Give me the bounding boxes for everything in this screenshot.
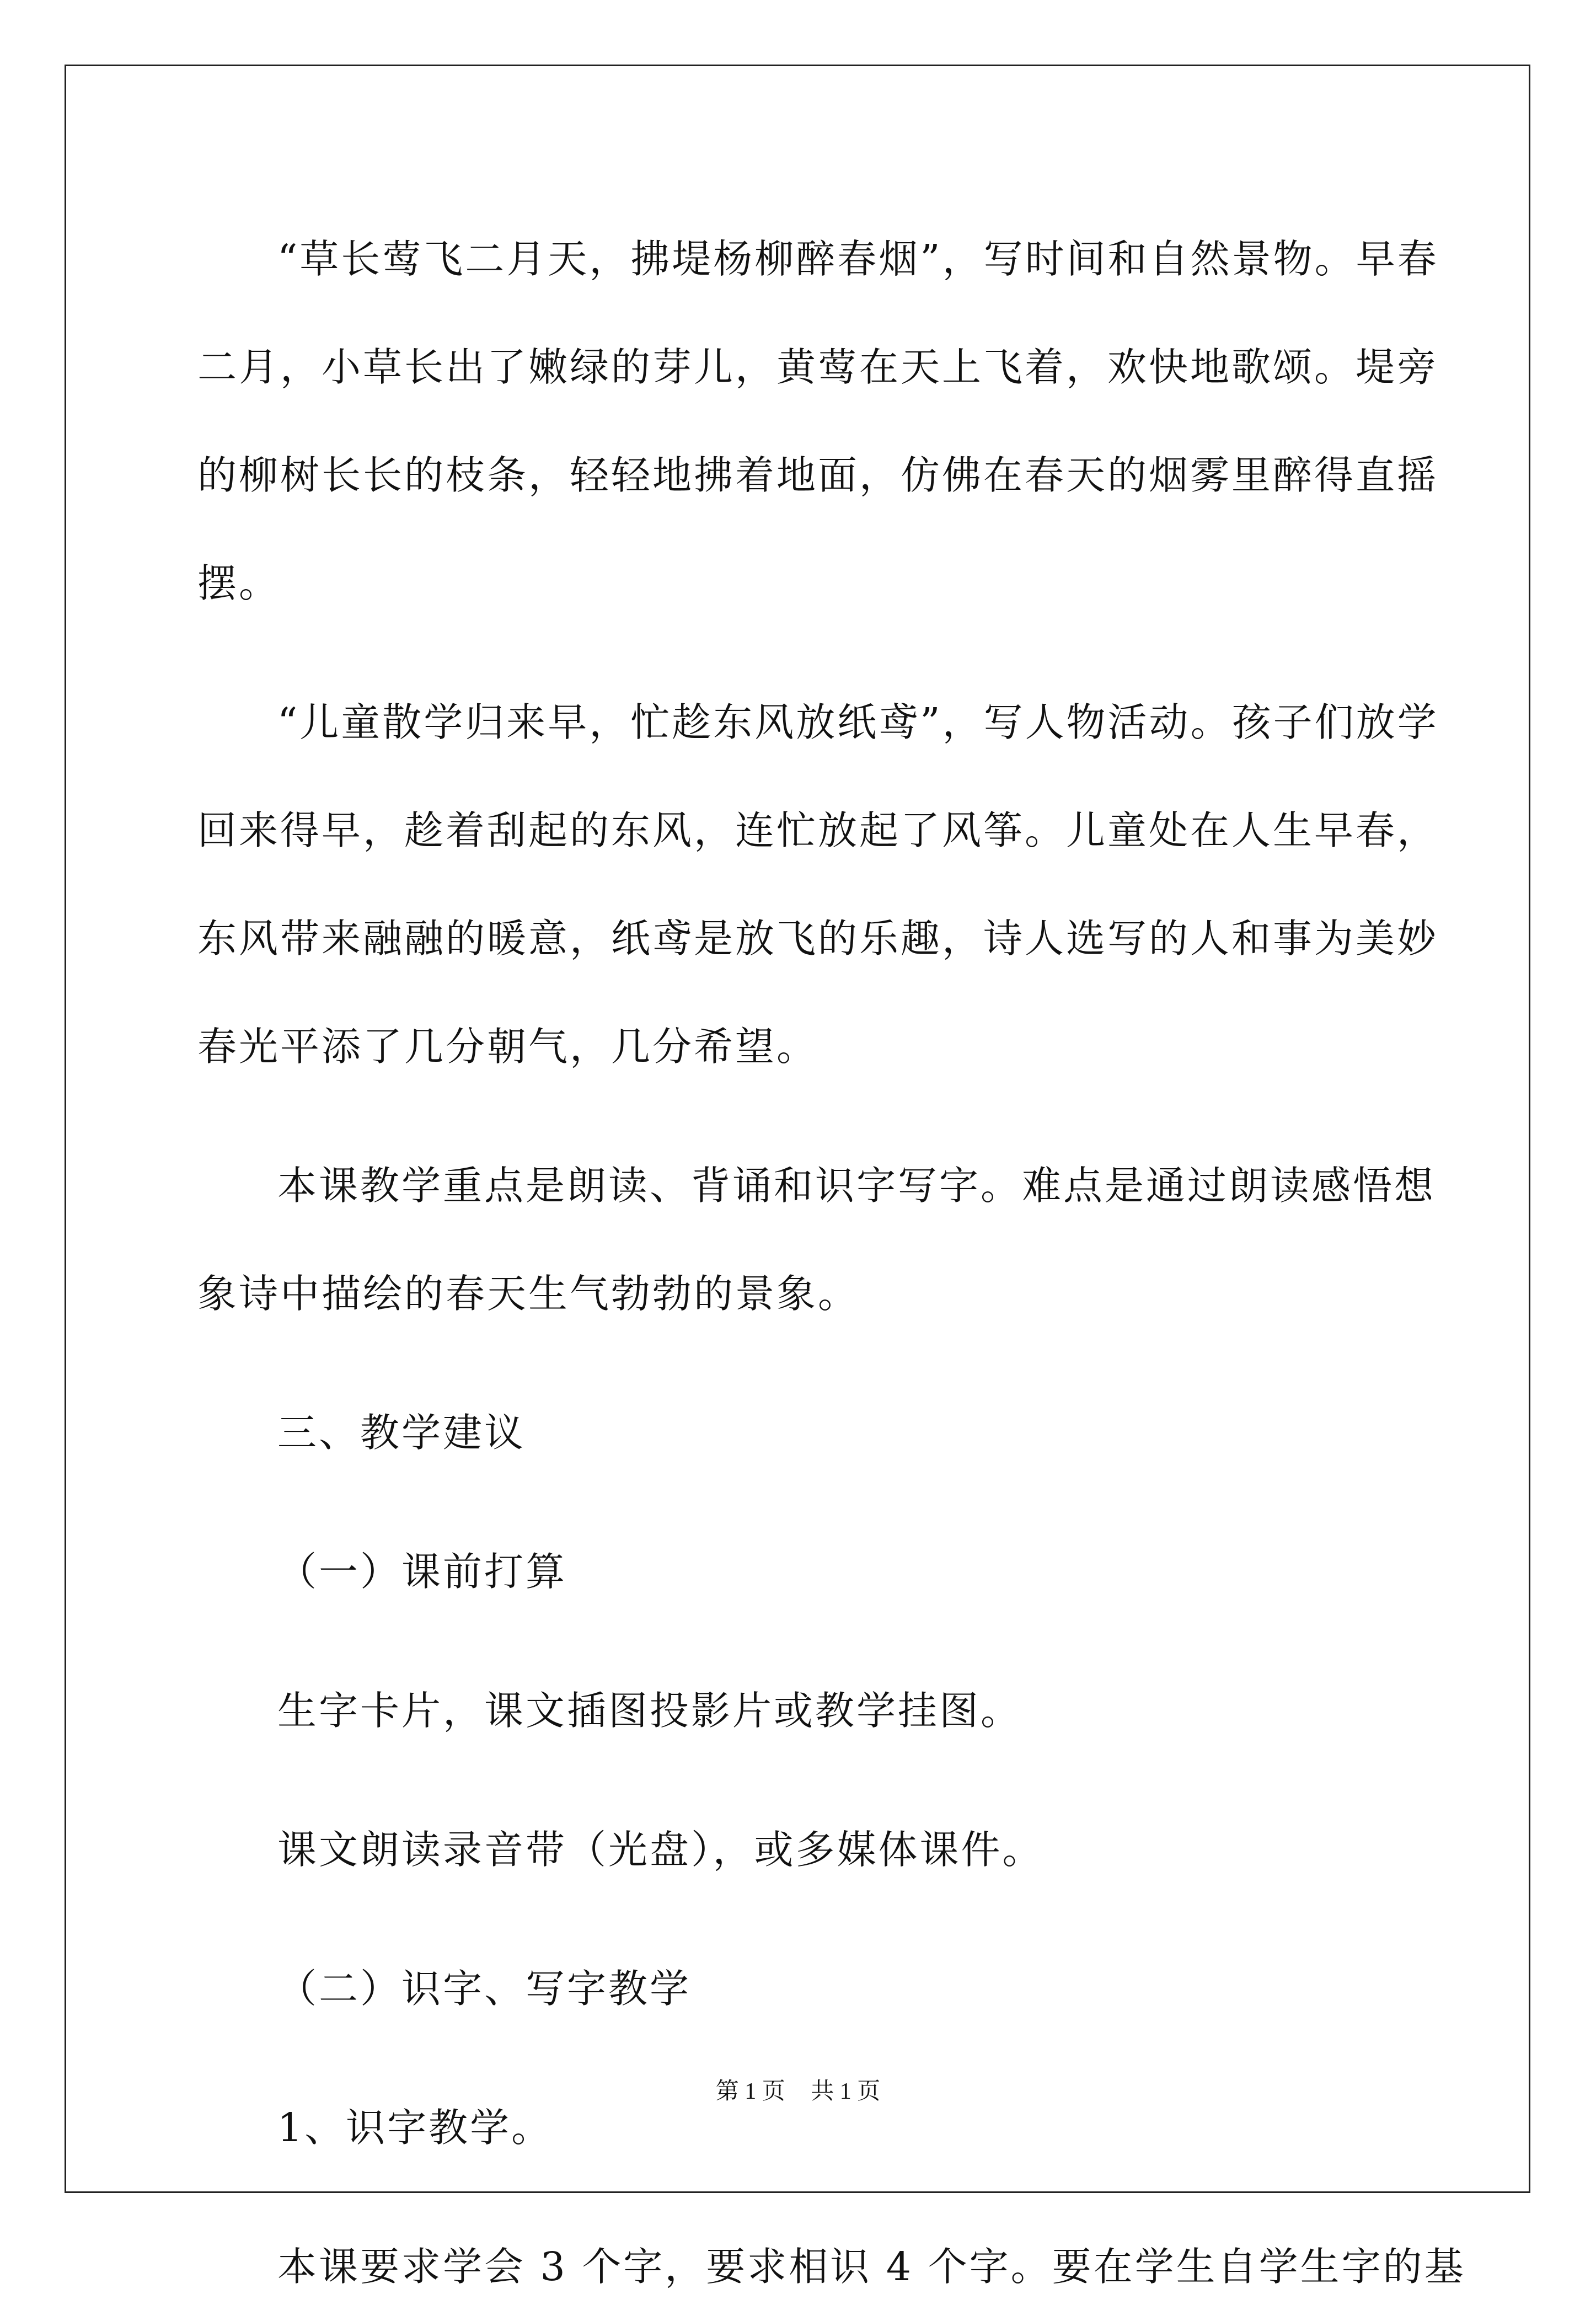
paragraph-line: 回来得早，趁着刮起的东风，连忙放起了风筝。儿童处在人生早春，	[197, 807, 1439, 853]
paragraph-line: “草长莺飞二月天，拂堤杨柳醉春烟”，写时间和自然景物。早春	[277, 236, 1439, 282]
page-footer	[0, 2075, 1596, 2108]
paragraph-line: 春光平添了几分朝气，几分希望。	[197, 1024, 818, 1069]
page-total: 共 1 页	[811, 2079, 881, 2104]
paragraph-3	[197, 1132, 1436, 1348]
list-item-heading: 1、识字教学。	[277, 2105, 553, 2151]
paragraph-line: 生字卡片，课文插图投影片或教学挂图。	[277, 1688, 1022, 1734]
paragraph-2	[197, 669, 1439, 1101]
page-number: 第 1 页	[715, 2079, 785, 2104]
subsection-heading: （一）课前打算	[277, 1549, 567, 1595]
subsection-heading: （二）识字、写字教学	[277, 1966, 692, 2012]
paragraph-line: 的柳树长长的枝条，轻轻地拂着地面，仿佛在春天的烟雾里醉得直摇	[197, 452, 1439, 498]
paragraph-line: 象诗中描绘的春天生气勃勃的景象。	[197, 1271, 860, 1317]
paragraph-line: 课文朗读录音带（光盘），或多媒体课件。	[277, 1827, 1044, 1873]
paragraph-line: 本课要求学会 3 个字，要求相识 4 个字。要在学生自学生字的基	[277, 2244, 1466, 2290]
document-body	[197, 205, 1466, 2321]
paragraph-1	[197, 205, 1439, 638]
paragraph-line: 本课教学重点是朗读、背诵和识字写字。难点是通过朗读感悟想	[277, 1163, 1436, 1208]
paragraph-line: “儿童散学归来早，忙趁东风放纸鸢”，写人物活动。孩子们放学	[277, 699, 1439, 745]
paragraph-line: 二月，小草长出了嫩绿的芽儿，黄莺在天上飞着，欢快地歌颂。堤旁	[197, 344, 1439, 390]
paragraph-line: 东风带来融融的暖意，纸鸢是放飞的乐趣，诗人选写的人和事为美妙	[197, 916, 1439, 961]
section-heading: 三、教学建议	[277, 1410, 526, 1456]
paragraph-line: 摆。	[197, 560, 281, 606]
